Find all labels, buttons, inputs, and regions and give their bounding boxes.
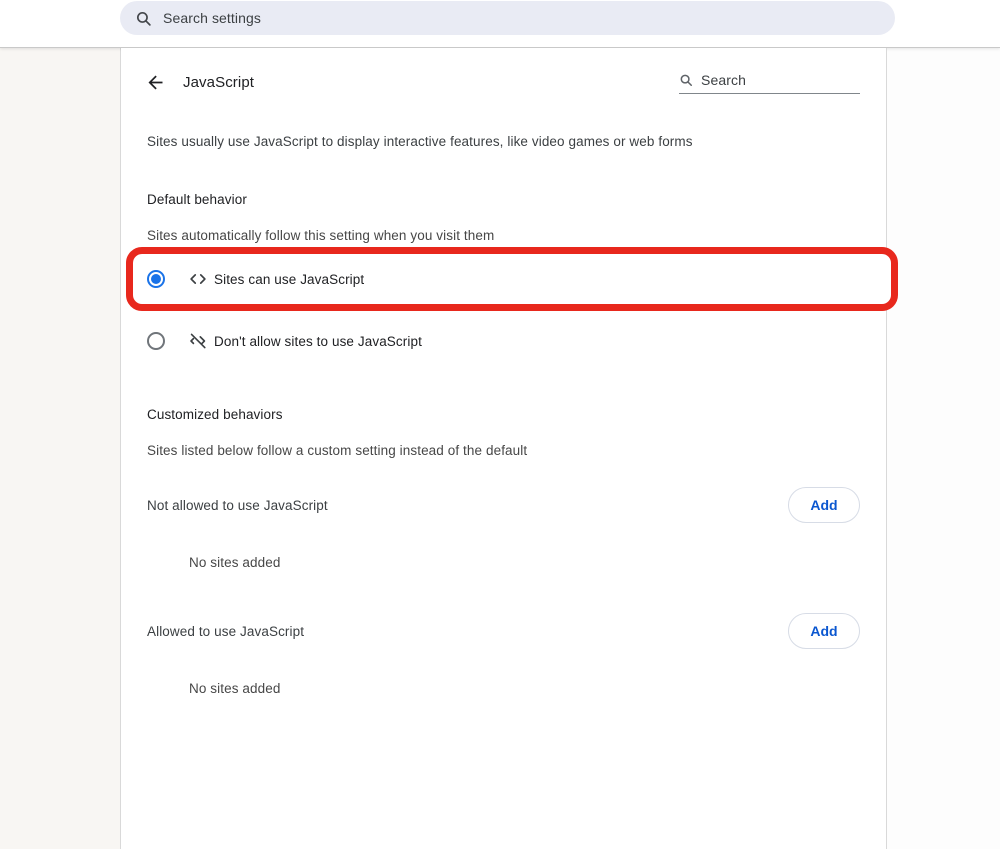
settings-search-bar[interactable] [120, 1, 895, 35]
page-search-label: Search [701, 72, 746, 88]
right-margin-panel [887, 48, 1000, 849]
add-allowed-button[interactable]: Add [788, 613, 860, 649]
allowed-list-row [147, 613, 860, 649]
allowed-label: Allowed to use JavaScript [147, 623, 305, 639]
allowed-empty-text: No sites added [189, 681, 281, 696]
page-header [147, 66, 860, 98]
page-search-field[interactable] [679, 72, 860, 94]
default-behavior-heading: Default behavior [147, 192, 247, 207]
page-title: JavaScript [183, 73, 255, 91]
left-margin-panel [0, 48, 121, 849]
not-allowed-label: Not allowed to use JavaScript [147, 497, 328, 513]
back-arrow-icon [145, 72, 166, 93]
option-sites-can-use-javascript[interactable] [133, 254, 891, 304]
default-behavior-subheading: Sites automatically follow this setting when you visit them [147, 228, 495, 243]
code-icon [187, 268, 209, 290]
code-off-icon [187, 330, 209, 352]
not-allowed-empty-text: No sites added [189, 555, 281, 570]
radio-selected[interactable] [147, 270, 165, 288]
main-area [0, 48, 1000, 849]
option-label: Don't allow sites to use JavaScript [214, 333, 422, 349]
page-description: Sites usually use JavaScript to display interactive features, like video games or web forms [147, 134, 693, 149]
option-label: Sites can use JavaScript [214, 271, 365, 287]
customized-behaviors-subheading: Sites listed below follow a custom setting instead of the default [147, 443, 528, 458]
settings-search-placeholder: Search settings [163, 10, 261, 26]
add-not-allowed-button[interactable]: Add [788, 487, 860, 523]
annotation-highlight-rectangle [126, 247, 898, 311]
back-button[interactable] [143, 70, 167, 94]
radio-unselected[interactable] [147, 332, 165, 350]
search-icon [679, 73, 693, 87]
settings-topbar [0, 0, 1000, 48]
option-dont-allow-javascript[interactable] [147, 315, 860, 367]
javascript-settings-card [121, 48, 887, 849]
customized-behaviors-heading: Customized behaviors [147, 407, 283, 422]
search-icon [135, 10, 152, 27]
not-allowed-list-row [147, 487, 860, 523]
